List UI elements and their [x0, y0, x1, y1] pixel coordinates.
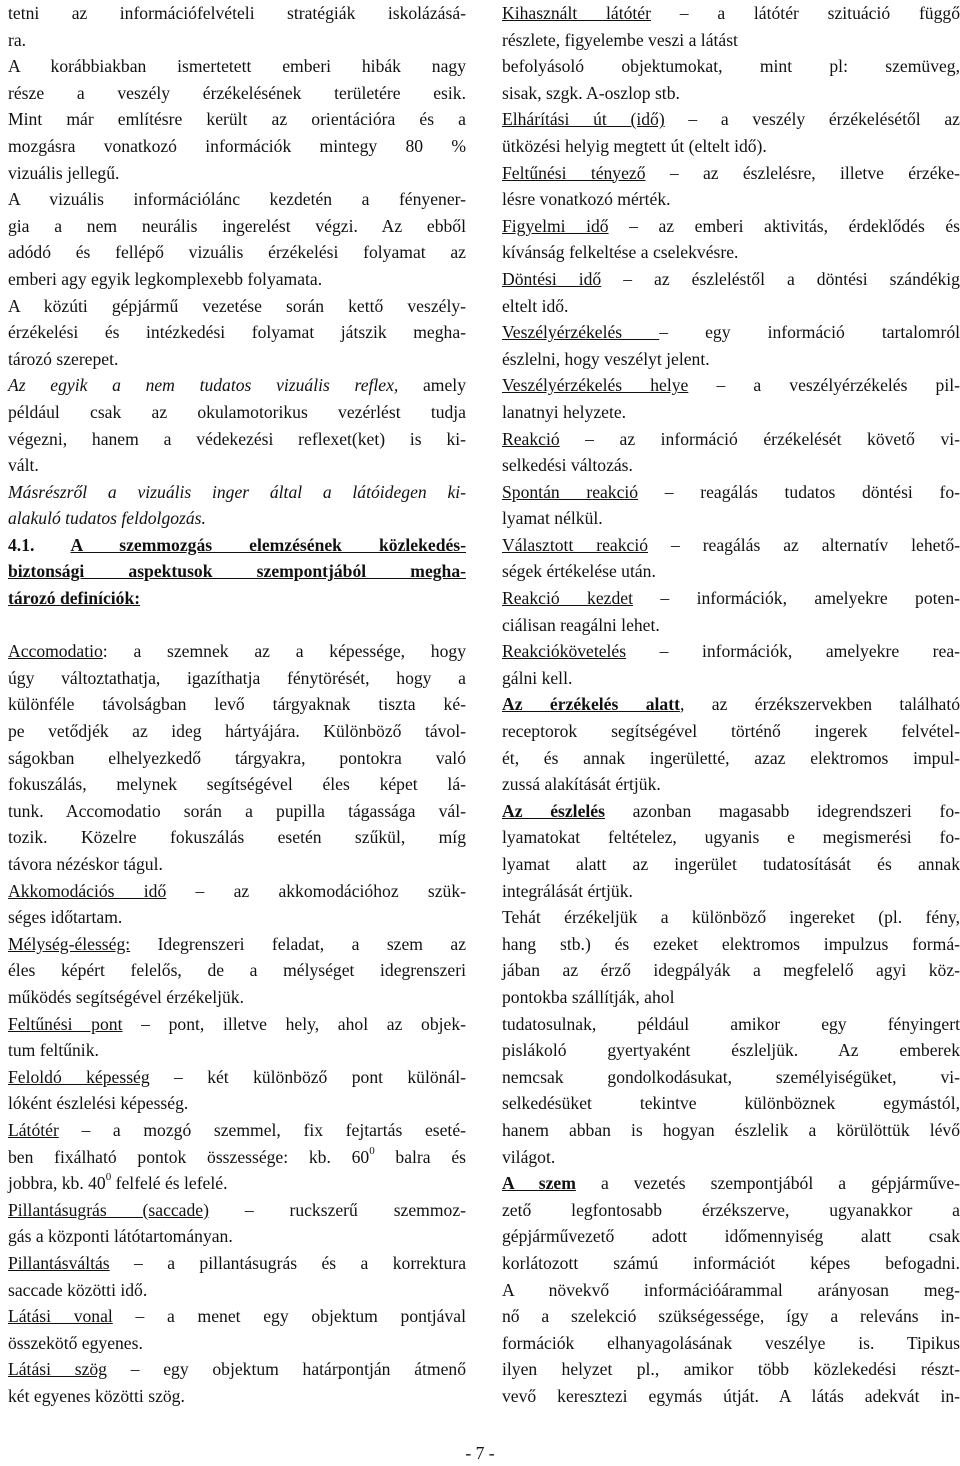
definition-line	[502, 691, 960, 718]
degree-superscript: 0	[105, 1171, 112, 1184]
defined-term: Spontán reakció	[502, 481, 639, 502]
text-line: éles képért felelős, de a mélységet idegrenszeri	[8, 960, 466, 981]
text-line: ra.	[8, 29, 27, 50]
definition-line	[8, 878, 466, 905]
text-line: mozgásra vonatkozó információk mintegy 80 %	[8, 135, 466, 156]
text-line: ilyen helyzet pl., amikor több közlekedési részt-	[502, 1359, 960, 1380]
defined-term: Feltűnési pont	[8, 1013, 123, 1034]
text-line: ét, és annak ingerületté, azaz elektromos impul-	[502, 747, 960, 768]
text-line: zussá alakítását értjük.	[502, 774, 661, 795]
text-line: zető legfontosabb érzékszerve, ugyanakkor a	[502, 1199, 960, 1220]
definition-line	[502, 266, 960, 293]
text-line: tunk. Accomodatio során a pupilla tágassága vál-	[8, 800, 466, 821]
defined-term: Feltűnési tényező	[502, 162, 646, 183]
definition-text: azonban magasabb idegrendszeri fo-	[604, 800, 960, 821]
defined-term: Látási szög	[8, 1359, 107, 1380]
text-line: biztonsági aspektusok szempontjából megha-	[8, 561, 466, 582]
text-line: Tehát érzékeljük a különböző ingereket (pl. fény,	[502, 907, 960, 928]
defined-term: Reakciókövetelés	[502, 641, 627, 662]
defined-term: Veszélyérzékelés	[502, 322, 660, 343]
text-line: gás a központi látótartományan.	[8, 1226, 233, 1247]
definition-line	[502, 372, 960, 399]
text-line: korlátozott számú információt képes befogadni.	[502, 1252, 960, 1273]
text-line: lésre vonatkozó mérték.	[502, 189, 671, 210]
definition-line	[502, 319, 960, 346]
text-line: receptorok segítségével történő ingerek felvétel-	[502, 721, 960, 742]
defined-term: Választott reakció	[502, 534, 649, 555]
text-line: adódó és fellépő vizuális érzékelési folyamat az	[8, 242, 466, 263]
definition-text: – a látótér szituáció függő	[650, 3, 960, 23]
defined-term-bold: A szem	[502, 1173, 576, 1194]
definition-text: – az akkomodációhoz szük-	[166, 880, 466, 901]
defined-term: Accomodatio	[8, 641, 103, 662]
emphasized-phrase: Az egyik a nem tudatos vizuális reflex,	[8, 375, 399, 396]
text-line: úgy változtathatja, igazíthatja fénytörését, hogy a	[8, 667, 466, 688]
text-line: Mint már említésre került az orientációra és a	[8, 109, 466, 130]
text-line: nemcsak gondolkodásukat, személyiségüket, vi-	[502, 1066, 960, 1087]
definition-line	[8, 372, 466, 399]
text-line: befolyásoló objektumokat, mint pl: szemüveg,	[502, 56, 960, 77]
page-number: - 7 -	[465, 1443, 495, 1463]
definition-text: amely	[398, 375, 466, 396]
definition-text: , az érzékszervekben található	[679, 694, 960, 715]
text-line: selkedésüket tekintve különböznek egymástól,	[502, 1093, 960, 1114]
text-line: érzékelési és intézkedési folyamat játszik megha-	[8, 322, 466, 343]
text-line: eltelt idő.	[502, 295, 569, 316]
definition-line	[502, 798, 960, 825]
text-line: lanatnyi helyzete.	[502, 401, 627, 422]
definition-line	[8, 1303, 466, 1330]
text-line: integrálását értjük.	[502, 880, 633, 901]
degree-superscript: 0	[369, 1144, 375, 1157]
text-line: pontokba szállítják, ahol	[502, 986, 675, 1007]
definition-line	[502, 479, 960, 506]
defined-term: Döntési idő	[502, 268, 602, 289]
text-line: vált.	[8, 455, 39, 476]
text-part: jobbra, kb. 40	[8, 1173, 106, 1194]
defined-term: Elhárítási út (idő)	[502, 109, 665, 130]
text-line: A vizuális információlánc kezdetén a fényener-	[8, 189, 466, 210]
definition-line	[8, 1250, 466, 1277]
definition-line	[8, 1144, 466, 1171]
definition-line	[502, 426, 960, 453]
definition-line	[8, 1170, 466, 1197]
defined-term: Látótér	[8, 1119, 59, 1140]
defined-term: Reakció kezdet	[502, 588, 633, 609]
defined-term: Akkomodációs idő	[8, 880, 167, 901]
definition-text: – két különböző pont különál-	[149, 1066, 467, 1087]
defined-term: Reakció	[502, 428, 560, 449]
text-line: részlete, figyelembe veszi a látást	[502, 29, 738, 50]
definition-line	[8, 532, 466, 559]
text-line: gépjárművezető adott időmennyiség alatt csak	[502, 1226, 960, 1247]
definition-line	[502, 585, 960, 612]
text-line: két egyenes közötti szög.	[8, 1385, 185, 1406]
defined-term: Veszélyérzékelés helye	[502, 375, 689, 396]
section-number: 4.1.	[8, 534, 71, 555]
definition-text: – az emberi aktivitás, érdeklődés és	[608, 215, 960, 236]
text-line: kívánság felkeltése a cselekvésre.	[502, 242, 739, 263]
definition-line	[502, 160, 960, 187]
text-line: végezni, hanem a védekezési reflexet(ket) is ki-	[8, 428, 466, 449]
text-line: gia a nem neurális ingerelést végzi. Az ebből	[8, 215, 466, 236]
text-line: A korábbiakban ismertetett emberi hibák nagy	[8, 56, 466, 77]
definition-text: – reagálás az alternatív lehető-	[648, 534, 960, 555]
defined-term: Pillantásváltás	[8, 1252, 110, 1273]
definition-line	[8, 931, 466, 958]
defined-term-bold: Az érzékelés alatt	[502, 694, 680, 715]
definition-text: – az információ érzékelését követő vi-	[559, 428, 960, 449]
defined-term-bold: Az észlelés	[502, 800, 605, 821]
defined-term: Feloldó képesség	[8, 1066, 150, 1087]
definition-line	[8, 1356, 466, 1383]
text-line: lyamat nélkül.	[502, 508, 603, 529]
text-line: ságokban elhelyezkedő tárgyakra, pontokra való	[8, 747, 466, 768]
definition-text: Idegrenszeri feladat, a szem az	[130, 933, 466, 954]
definition-line	[8, 1011, 466, 1038]
definition-text: – információk, amelyekre poten-	[632, 588, 960, 609]
text-line: selkedési változás.	[502, 455, 633, 476]
text-line: tározó definíciók:	[8, 588, 141, 609]
text-line: például csak az okulamotorikus vezérlést tudja	[8, 401, 466, 422]
text-line: fokuszálás, melynek segítségével éles képet lá-	[8, 774, 466, 795]
text-line: összekötő egyenes.	[8, 1332, 143, 1353]
text-line: pislákoló gyertyaként észleljük. Az emberek	[502, 1040, 960, 1061]
text-part: felfelé és lefelé.	[111, 1173, 228, 1194]
text-line: ütközési helyig megtett út (eltelt idő).	[502, 135, 767, 156]
left-column	[8, 0, 466, 1409]
definition-text: – a menet egy objektum pontjával	[112, 1306, 466, 1327]
definition-line	[8, 1197, 466, 1224]
definition-text: – a veszélyérzékelés pil-	[688, 375, 960, 396]
text-line: tum feltűnik.	[8, 1040, 99, 1061]
text-line: távora nézéskor tágul.	[8, 854, 163, 874]
defined-term: Kihasznált látótér	[502, 3, 651, 23]
text-line: lyamat alatt az ingerület tudatosítását és annak	[502, 854, 960, 874]
definition-text: – egy információ tartalomról	[659, 322, 960, 343]
text-line: hang stb.) és ezeket elektromos impulzus formá-	[502, 933, 960, 954]
text-line: tározó szerepet.	[8, 348, 119, 369]
text-line: tudatosulnak, például amikor egy fényingert	[502, 1013, 960, 1034]
definition-line	[8, 638, 466, 665]
text-line: jában az érző idegpályák a megfelelő agyi köz-	[502, 960, 960, 981]
definition-line	[8, 1117, 466, 1144]
definition-line	[502, 1170, 960, 1197]
definition-line	[502, 106, 960, 133]
text-line: hanem abban is hogyan észlelik a körülöttük lévő	[502, 1119, 960, 1140]
text-line: saccade közötti idő.	[8, 1279, 148, 1300]
defined-term: Figyelmi idő	[502, 215, 609, 236]
text-line: pe vetődjék az ideg hártyájára. Különböző távol-	[8, 721, 466, 742]
definition-text: – a veszély érzékelésétől az	[664, 109, 960, 130]
text-line: A növekvő információárammal arányosan meg-	[502, 1279, 960, 1300]
text-line: része a veszély érzékelésének területére esik.	[8, 82, 466, 103]
definition-line	[502, 638, 960, 665]
definition-line	[8, 1064, 466, 1091]
definition-text: – egy objektum határpontján átmenő	[106, 1359, 466, 1380]
text-line: világot.	[502, 1146, 556, 1167]
text-part: balra és	[374, 1146, 466, 1167]
text-line: működés segítségével érzékeljük.	[8, 986, 244, 1007]
defined-term: Pillantásugrás (saccade)	[8, 1199, 209, 1220]
text-line: séges időtartam.	[8, 907, 123, 928]
text-line: vevő keresztezi egymás útját. A látás adekvát in-	[502, 1385, 960, 1406]
text-line: észlelni, hogy veszélyt jelent.	[502, 348, 710, 369]
text-line: tetni az információfelvételi stratégiák iskolázásá-	[8, 3, 466, 23]
text-line: Másrészről a vizuális inger által a látóidegen ki-	[8, 481, 466, 502]
definition-text: – az észlelésre, illetve érzéke-	[645, 162, 960, 183]
text-line: emberi agy egyik legkomplexebb folyamata.	[8, 268, 323, 289]
text-part: ben fixálható pontok összessége: kb. 60	[8, 1146, 370, 1167]
definition-text: – a mozgó szemmel, fix fejtartás eseté-	[58, 1119, 466, 1140]
definition-text: a vezetés szempontjából a gépjárműve-	[575, 1173, 960, 1194]
text-line: tozik. Közelre fokuszálás esetén szűkül, míg	[8, 827, 466, 848]
definition-line	[502, 213, 960, 240]
text-line: gálni kell.	[502, 667, 573, 688]
text-line: vizuális jellegű.	[8, 162, 120, 183]
defined-term: Mélység-élesség:	[8, 933, 131, 954]
blank-line	[8, 612, 466, 639]
definition-text: – reagálás tudatos döntési fo-	[638, 481, 960, 502]
definition-line	[502, 0, 960, 27]
text-line: lyamatokat feltételez, ugyanis e megismerési fo-	[502, 827, 960, 848]
text-line: ciálisan reagálni lehet.	[502, 614, 660, 635]
definition-text: – pont, illetve hely, ahol az objek-	[122, 1013, 467, 1034]
text-line: alakuló tudatos feldolgozás.	[8, 508, 206, 529]
definition-line	[502, 532, 960, 559]
definition-text: – ruckszerű szemmoz-	[208, 1199, 466, 1220]
text-line: A közúti gépjármű vezetése során kettő veszély-	[8, 295, 466, 316]
definition-text: – az észleléstől a döntési szándékig	[601, 268, 960, 289]
defined-term: Látási vonal	[8, 1306, 113, 1327]
text-line: formációk elhanyagolásának veszélye is. Tipikus	[502, 1332, 960, 1353]
definition-text: : a szemnek az a képessége, hogy	[102, 641, 466, 662]
text-line: különféle távolságban levő tárgyaknak tiszta ké-	[8, 694, 466, 715]
text-line: ségek értékelése után.	[502, 561, 656, 582]
definition-text: – a pillantásugrás és a korrektura	[109, 1252, 466, 1273]
definition-text: – információk, amelyekre rea-	[626, 641, 960, 662]
right-column	[502, 0, 960, 1409]
text-line: lóként észlelési képesség.	[8, 1093, 189, 1114]
text-line: nő a szelekció szükségessége, így a releváns in-	[502, 1306, 960, 1327]
text-line: sisak, szgk. A-oszlop stb.	[502, 82, 680, 103]
section-heading: A szemmozgás elemzésének közlekedés-	[70, 534, 466, 555]
